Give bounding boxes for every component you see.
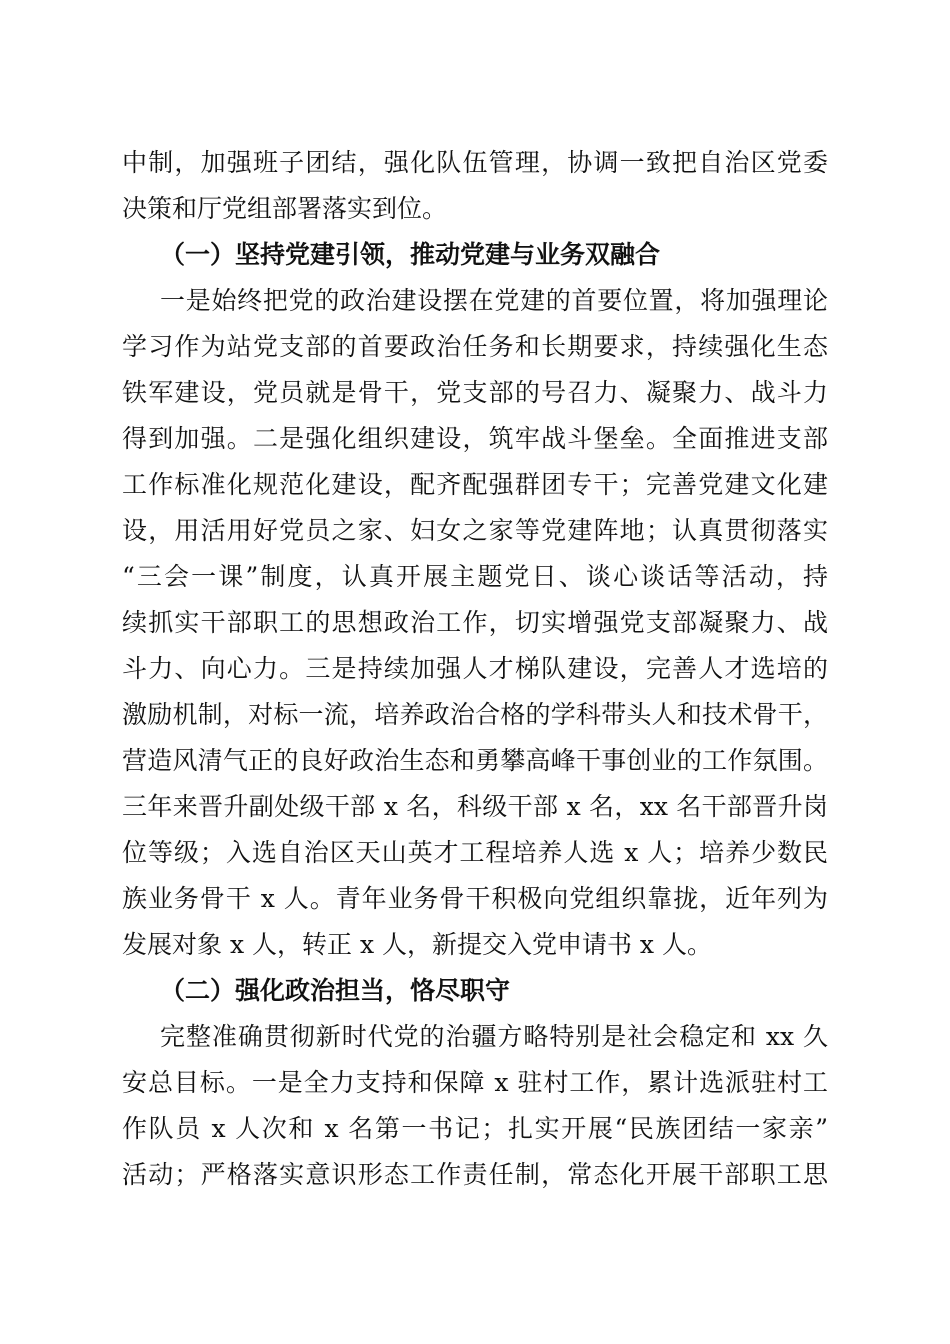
paragraph-line: 完整准确贯彻新时代党的治疆方略特别是社会稳定和 xx 久: [160, 1022, 828, 1051]
paragraph-line: 族业务骨干 x 人。青年业务骨干积极向党组织靠拢，近年列为: [122, 884, 828, 913]
paragraph-line: 铁军建设，党员就是骨干，党支部的号召力、凝聚力、战斗力: [122, 378, 828, 407]
paragraph-line: 位等级；入选自治区天山英才工程培养人选 x 人；培养少数民: [122, 838, 828, 867]
paragraph-line: 得到加强。二是强化组织建设，筑牢战斗堡垒。全面推进支部: [122, 424, 828, 453]
paragraph-line: 工作标准化规范化建设，配齐配强群团专干；完善党建文化建: [122, 470, 828, 499]
paragraph-line: 学习作为站党支部的首要政治任务和长期要求，持续强化生态: [122, 332, 828, 361]
paragraph-line: 发展对象 x 人，转正 x 人，新提交入党申请书 x 人。: [122, 930, 712, 959]
section-heading-1: （一）坚持党建引领，推动党建与业务双融合: [160, 240, 661, 269]
paragraph-line: 续抓实干部职工的思想政治工作，切实增强党支部凝聚力、战: [122, 608, 828, 637]
paragraph-line: 营造风清气正的良好政治生态和勇攀高峰干事创业的工作氛围。: [122, 746, 828, 775]
section-heading-2: （二）强化政治担当，恪尽职守: [160, 976, 511, 1005]
paragraph-line: 中制，加强班子团结，强化队伍管理，协调一致把自治区党委: [122, 148, 828, 177]
paragraph-line: 活动；严格落实意识形态工作责任制，常态化开展干部职工思: [122, 1160, 828, 1189]
paragraph-line: 激励机制，对标一流，培养政治合格的学科带头人和技术骨干，: [122, 700, 828, 729]
paragraph-line: 作队员 x 人次和 x 名第一书记；扎实开展“民族团结一家亲”: [122, 1114, 828, 1143]
paragraph-line: 斗力、向心力。三是持续加强人才梯队建设，完善人才选培的: [122, 654, 828, 683]
paragraph-line: 安总目标。一是全力支持和保障 x 驻村工作，累计选派驻村工: [122, 1068, 828, 1097]
paragraph-line: 决策和厅党组部署落实到位。: [122, 194, 448, 223]
paragraph-line: 一是始终把党的政治建设摆在党建的首要位置，将加强理论: [160, 286, 828, 315]
paragraph-line: 设，用活用好党员之家、妇女之家等党建阵地；认真贯彻落实: [122, 516, 828, 545]
paragraph-line: 三年来晋升副处级干部 x 名，科级干部 x 名，xx 名干部晋升岗: [122, 792, 828, 821]
paragraph-line: “三会一课”制度，认真开展主题党日、谈心谈话等活动，持: [122, 562, 828, 591]
